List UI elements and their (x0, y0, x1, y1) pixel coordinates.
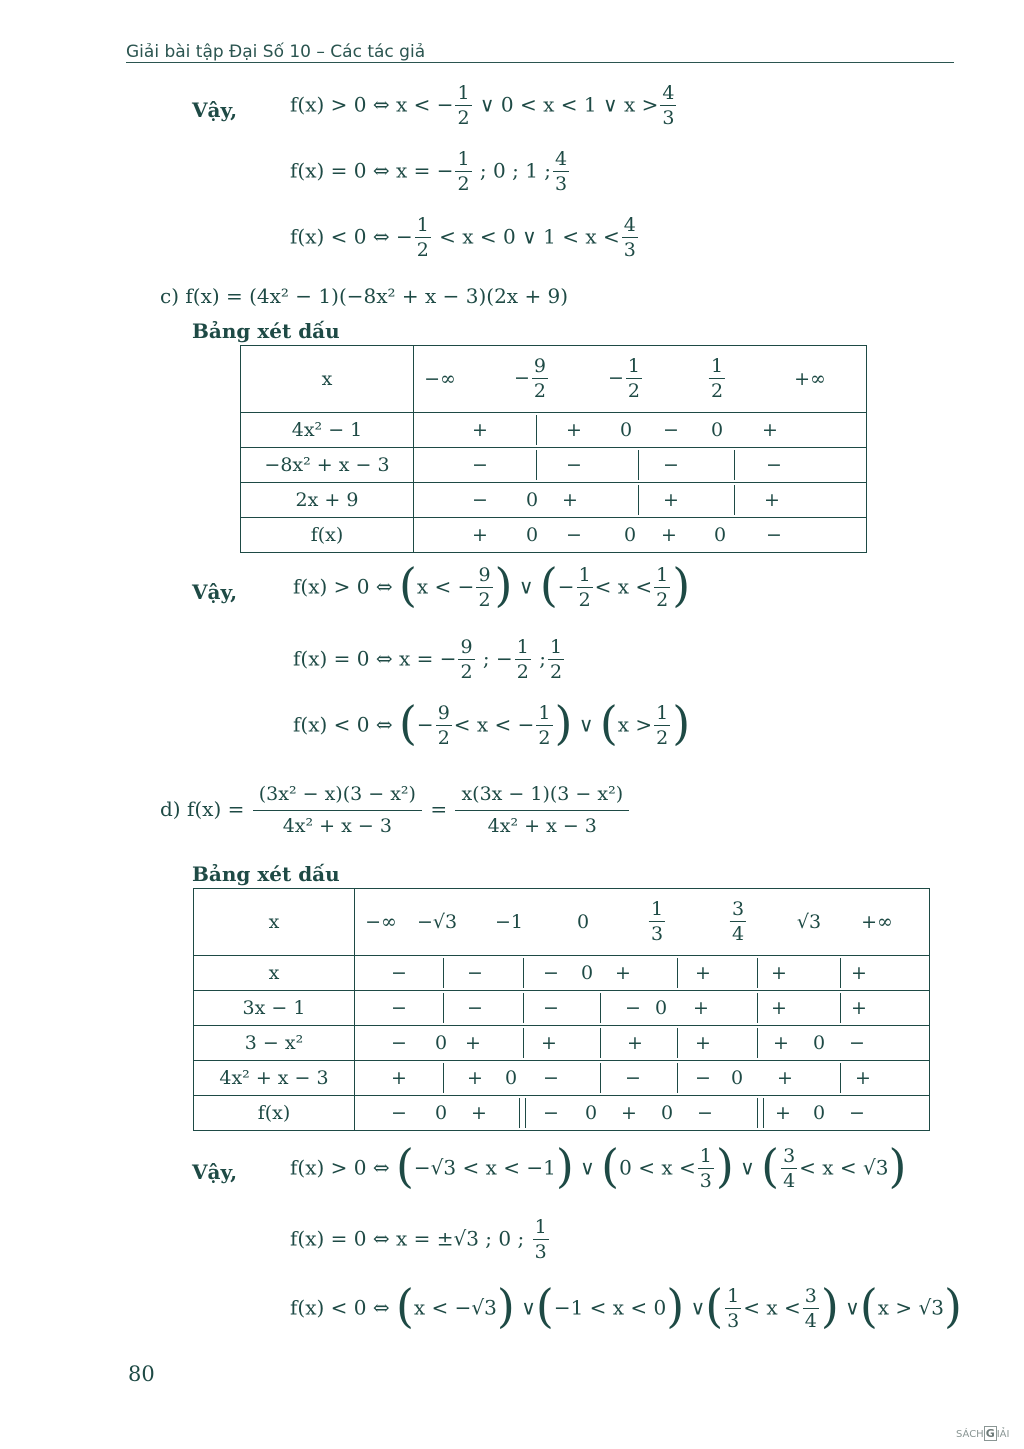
c-pos-line: f(x) > 0 ⇔ (x < − $\frac{9}{2}$ ) ∨ (− $\frac{1}{2}$ < x < $\frac{1}{2}$ ) (293, 558, 691, 612)
b-zero-line: f(x) = 0 ⇔ x = − $\frac{1}{2}$ ; 0 ; 1 ; $\frac{4}{3}$ (290, 148, 568, 195)
c-neg-line: f(x) < 0 ⇔ (− $\frac{9}{2}$ < x < − $\frac{1}{2}$ ) ∨ (x > $\frac{1}{2}$ ) (293, 696, 691, 750)
sign-row: + + 0 − 0 + (414, 413, 867, 448)
vay-label-1: Vậy, (192, 98, 238, 122)
sign-row: − − − − (414, 448, 867, 483)
running-header: Giải bài tập Đại Số 10 – Các tác giả (126, 42, 426, 62)
table-header-points: −∞ − $\frac{9}{2}$ − $\frac{1}{2}$ $\frac{1}{2}$ +∞ (414, 346, 867, 413)
brand-logo: SÁCH G IẢI (956, 1427, 1010, 1440)
sign-table-title-d: Bảng xét dấu (192, 862, 340, 886)
fraction: $\frac{4}{3}$ (623, 214, 636, 261)
b-neg-line: f(x) < 0 ⇔ − $\frac{1}{2}$ < x < 0 ∨ 1 < x < $\frac{4}{3}$ (290, 214, 636, 261)
sign-row: − 0 + + + + + 0 − (355, 1026, 930, 1061)
row-label: x (194, 956, 355, 991)
fraction: $\frac{1}{2}$ (457, 82, 470, 129)
sign-row: − − − − 0 + + + (355, 991, 930, 1026)
sign-table-d (193, 888, 930, 1131)
fraction: $\frac{1}{2}$ (457, 148, 470, 195)
fraction: $\frac{4}{3}$ (555, 148, 568, 195)
page-number: 80 (128, 1362, 155, 1386)
sign-row: − 0 + − 0 + 0 − + 0 − (355, 1096, 930, 1131)
sign-row: − − − 0 + + + + (355, 956, 930, 991)
fraction: $\frac{1}{2}$ (416, 214, 429, 261)
sign-table-title-c: Bảng xét dấu (192, 319, 340, 343)
row-label: 3 − x² (194, 1026, 355, 1061)
sign-row: + 0 − 0 + 0 − (414, 518, 867, 553)
part-d-heading: d) f(x) = $\frac{\text{(3x² − x)(3 − x²)}}{\text{4x² + x − 3}}$ = $\frac{\text{x(3x − 1)(3 − x²)}}{\text{4x² + x − 3}}$ (160, 785, 631, 836)
row-label: f(x) (241, 518, 414, 553)
b-pos-line: f(x) > 0 ⇔ x < − $\frac{1}{2}$ ∨ 0 < x < 1 ∨ x > $\frac{4}{3}$ (290, 82, 675, 129)
c-zero-line: f(x) = 0 ⇔ x = − $\frac{9}{2}$ ; − $\frac{1}{2}$ ; $\frac{1}{2}$ (293, 636, 563, 683)
sign-table-c (240, 345, 867, 553)
fraction: $\frac{4}{3}$ (662, 82, 675, 129)
sign-row: − 0 + + + (414, 483, 867, 518)
table-header-x: x (194, 889, 355, 956)
row-label: f(x) (194, 1096, 355, 1131)
table-header-x: x (241, 346, 414, 413)
row-label: 4x² + x − 3 (194, 1061, 355, 1096)
d-zero-line: f(x) = 0 ⇔ x = ±√3 ; 0 ; $\frac{1}{3}$ (290, 1216, 547, 1263)
header-rule (126, 62, 954, 63)
row-label: 2x + 9 (241, 483, 414, 518)
vay-label-3: Vậy, (192, 1160, 238, 1184)
row-label: −8x² + x − 3 (241, 448, 414, 483)
part-c-heading: c) f(x) = (4x² − 1)(−8x² + x − 3)(2x + 9) (160, 284, 569, 308)
sign-row: + + 0 − − − 0 + + (355, 1061, 930, 1096)
vay-label-2: Vậy, (192, 580, 238, 604)
row-label: 3x − 1 (194, 991, 355, 1026)
row-label: 4x² − 1 (241, 413, 414, 448)
table-header-points: −∞ −√3 −1 0 $\frac{1}{3}$ $\frac{3}{4}$ √3 +∞ (355, 889, 930, 956)
d-neg-line: f(x) < 0 ⇔ (x < −√3) ∨(−1 < x < 0) ∨( $\frac{1}{3}$ < x < $\frac{3}{4}$ ) ∨(x > √3) (290, 1279, 962, 1333)
d-pos-line: f(x) > 0 ⇔ (−√3 < x < −1) ∨ (0 < x < $\frac{1}{3}$ ) ∨ ( $\frac{3}{4}$ < x < √3) (290, 1139, 907, 1193)
